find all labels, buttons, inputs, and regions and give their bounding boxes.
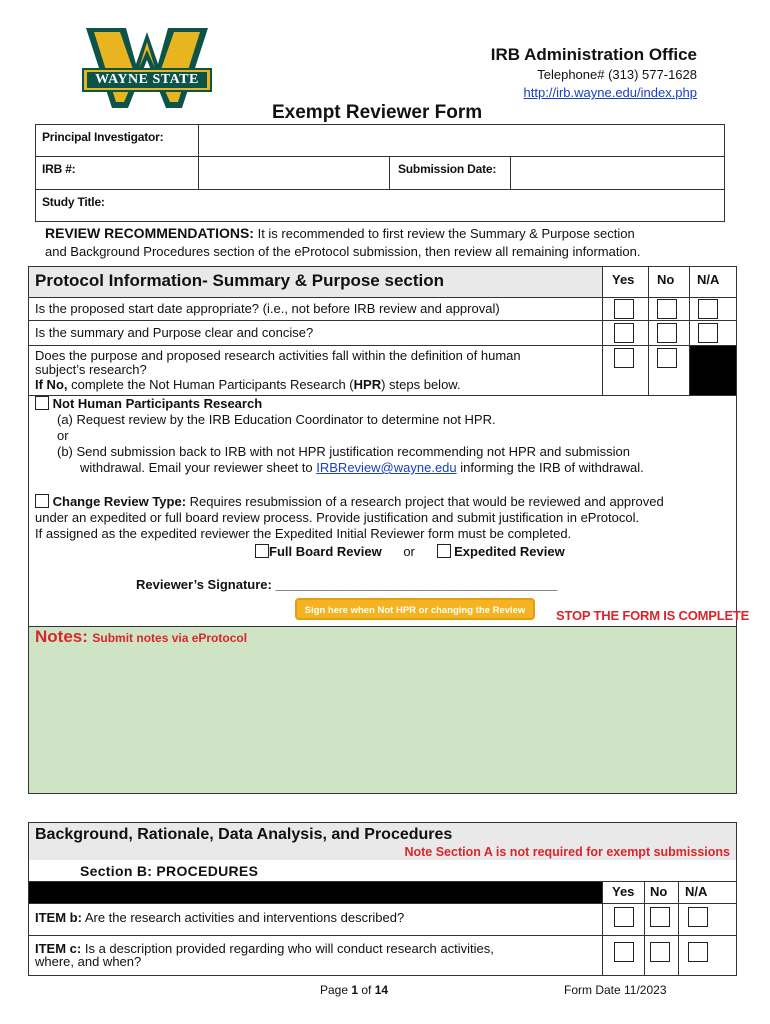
expedited-checkbox[interactable]	[437, 544, 451, 558]
section-b-title: Section B: PROCEDURES	[80, 863, 259, 879]
form-title: Exempt Reviewer Form	[272, 102, 483, 123]
page-number	[320, 983, 388, 997]
q3-if-no-rest: complete the Not Human Participants Research (	[67, 377, 354, 392]
section-b-blackbar	[29, 881, 602, 903]
page-of: of	[358, 983, 375, 997]
irb-number-input[interactable]	[199, 157, 388, 188]
col-na: N/A	[697, 272, 720, 287]
not-hpr-checkbox[interactable]	[35, 396, 49, 410]
protocol-section-title: Protocol Information- Summary & Purpose section	[35, 271, 445, 290]
item-b-yes-checkbox[interactable]	[614, 907, 634, 927]
item-c-line2: where, and when?	[35, 954, 142, 969]
page-current: 1	[351, 983, 359, 997]
sign-here-button[interactable]	[295, 598, 535, 620]
item-b-no-checkbox[interactable]	[650, 907, 670, 927]
not-hpr-title: Not Human Participants Research	[52, 396, 263, 411]
change-line3: If assigned as the expedited reviewer the Expedited Initial Reviewer form must be completed.	[35, 526, 572, 541]
hpr-option-b-line1: (b) Send submission back to IRB with not HPR justification recommending not HPR and submission	[57, 444, 630, 459]
q3-hpr: HPR	[353, 377, 382, 392]
item-c-no-checkbox[interactable]	[650, 942, 670, 962]
submission-date-label: Submission Date:	[398, 162, 497, 176]
item-b-label: ITEM b:	[35, 910, 82, 925]
expedited-label: Expedited Review	[454, 544, 565, 559]
q2-yes-checkbox[interactable]	[614, 323, 634, 343]
q3-end: ) steps below.	[381, 377, 461, 392]
or-label: or	[403, 544, 415, 559]
reviewer-signature-line[interactable]: Reviewer’s Signature: _______________________________________	[136, 577, 558, 592]
notes-area[interactable]	[29, 626, 736, 793]
wayne-state-w-icon	[78, 24, 216, 112]
background-section-title: Background, Rationale, Data Analysis, and Procedures	[35, 826, 453, 843]
item-c-question	[35, 942, 494, 968]
change-line2: under an expedited or full board review process. Provide justification and submit justification in eProtocol.	[35, 510, 640, 525]
q3-if-no: If No,	[35, 377, 68, 392]
sign-here-label: Sign here when Not HPR or changing the Review	[304, 605, 526, 616]
item-b-text: Are the research activities and interventions described?	[81, 910, 405, 925]
q3-yes-checkbox[interactable]	[614, 348, 634, 368]
review-recommendations	[45, 224, 735, 261]
col-yes: Yes	[612, 272, 635, 287]
pi-input[interactable]	[199, 125, 724, 156]
hpr-b-line2-pre: withdrawal. Email your reviewer sheet to	[80, 460, 317, 475]
irb-number-label: IRB #:	[42, 162, 76, 176]
hpr-b-line2-post: informing the IRB of withdrawal.	[456, 460, 644, 475]
notes-label: Notes:	[35, 627, 88, 646]
item-b-na-checkbox[interactable]	[688, 907, 708, 927]
q2-no-checkbox[interactable]	[657, 323, 677, 343]
b-col-na: N/A	[685, 884, 708, 899]
section-a-note: Note Section A is not required for exempt submissions	[404, 845, 730, 859]
q3-no-checkbox[interactable]	[657, 348, 677, 368]
b-col-yes: Yes	[612, 884, 635, 899]
notes-hint: Submit notes via eProtocol	[92, 631, 248, 645]
submission-date-input[interactable]	[511, 157, 724, 188]
q3-line2: subject’s research?	[35, 362, 147, 377]
full-board-label: Full Board Review	[269, 544, 382, 559]
q1-na-checkbox[interactable]	[698, 299, 718, 319]
telephone: Telephone# (313) 577-1628	[537, 67, 697, 82]
wayne-state-logo	[78, 24, 216, 112]
change-review-type-title: Change Review Type:	[52, 494, 187, 509]
change-review-type-checkbox[interactable]	[35, 494, 49, 508]
stop-form-complete: STOP THE FORM IS COMPLETE	[556, 608, 750, 623]
notes-header	[35, 627, 247, 647]
item-c-label: ITEM c:	[35, 941, 82, 956]
study-title-input[interactable]	[120, 190, 724, 221]
item-b-question	[35, 910, 404, 925]
q3-line1: Does the purpose and proposed research activities fall within the definition of human	[35, 348, 521, 363]
irb-website-link[interactable]: http://irb.wayne.edu/index.php	[523, 85, 697, 100]
hpr-or: or	[57, 428, 69, 443]
logo-text: WAYNE STATE	[95, 72, 199, 87]
q1-yes-checkbox[interactable]	[614, 299, 634, 319]
page-pre: Page	[320, 983, 352, 997]
question-summary-clear: Is the summary and Purpose clear and concise?	[35, 325, 314, 340]
form-date: Form Date 11/2023	[564, 983, 667, 997]
item-c-na-checkbox[interactable]	[688, 942, 708, 962]
question-human-subjects	[35, 349, 595, 392]
review-recs-line1: It is recommended to first review the Summary & Purpose section	[253, 226, 635, 241]
question-start-date: Is the proposed start date appropriate? (i.e., not before IRB review and approval)	[35, 301, 500, 316]
review-recs-heading: REVIEW RECOMMENDATIONS:	[45, 225, 254, 241]
full-board-checkbox[interactable]	[255, 544, 269, 558]
hpr-block	[35, 396, 735, 476]
b-col-no: No	[650, 884, 668, 899]
pi-label: Principal Investigator:	[42, 130, 164, 144]
q1-no-checkbox[interactable]	[657, 299, 677, 319]
item-c-line1: Is a description provided regarding who will conduct research activities,	[81, 941, 494, 956]
page-total: 14	[374, 983, 389, 997]
hpr-option-a: (a) Request review by the IRB Education Coordinator to determine not HPR.	[57, 412, 496, 427]
change-review-type	[35, 494, 735, 542]
q2-na-checkbox[interactable]	[698, 323, 718, 343]
col-no: No	[657, 272, 675, 287]
office-title: IRB Administration Office	[490, 45, 697, 64]
change-line1: Requires resubmission of a research project that would be reviewed and approved	[186, 494, 664, 509]
q3-na-blackout	[690, 346, 736, 395]
item-c-yes-checkbox[interactable]	[614, 942, 634, 962]
irb-review-email-link[interactable]: IRBReview@wayne.edu	[316, 460, 457, 475]
review-type-options	[255, 544, 565, 559]
study-title-label: Study Title:	[42, 195, 105, 209]
review-recs-line2: and Background Procedures section of the eProtocol submission, then review all remaining information.	[45, 244, 641, 259]
